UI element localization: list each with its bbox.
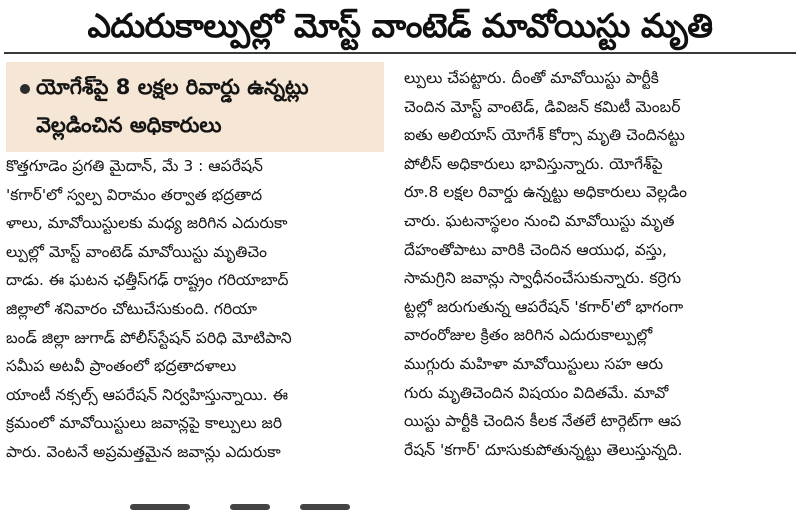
body-line: పోలీస్ అధికారులు భావిస్తున్నారు. యోగేశ్‌పై [404, 154, 663, 173]
body-line: చారు. ఘటనాస్థలం నుంచి మావోయిస్టు మృత [404, 211, 675, 230]
body-line: ళాలు, మావోయిస్టులకు మధ్య జరిగిన ఎదురుకా [6, 214, 288, 233]
cut-off-glyphs [300, 504, 350, 510]
body-line: క్రమంలో మావోయిస్టులు జవాన్లపై కాల్పులు జరి [6, 414, 283, 433]
body-line: ల్పుల్లో మోస్ట్ వాంటెడ్ మావోయిస్టు మృతిచెం [6, 242, 267, 261]
headline-rule [4, 52, 796, 54]
subhead-line: వెల్లడించిన అధికారులు [36, 113, 222, 137]
bullet-icon [20, 84, 30, 94]
body-line: బండ్ జిల్లా జుగాడ్ పోలీస్‌స్టేషన్ పరిధి మోటిపాని [6, 328, 292, 347]
cut-off-glyphs [130, 504, 190, 510]
body-line: దాడు. ఈ ఘటన ఛత్తీస్‌గఢ్ రాష్ట్రం గరియాబాద్ [6, 271, 289, 290]
body-line: ఐతు అలియాస్ యోగేశ్ కోర్సా మృతి చెందినట్టు [404, 126, 685, 145]
body-line: పారు. వెంటనే అప్రమత్తమైన జవాన్లు ఎదురుకా [6, 442, 281, 461]
subhead-text [36, 68, 376, 144]
body-line: సామగ్రిని జవాన్లు స్వాధీనంచేసుకున్నారు. కర్రెగు [404, 269, 682, 288]
body-line: ల్పులు చేపట్టారు. దీంతో మావోయిస్టు పార్టీకి [404, 69, 659, 87]
subhead-line: యోగేశ్‌పై 8 లక్షల రివార్డు ఉన్నట్లు [36, 75, 309, 99]
body-line: కొత్తగూడెం ప్రగతి మైదాన్, మే 3 : ఆపరేషన్ [6, 157, 263, 175]
right-column [404, 64, 792, 464]
body-line: రూ.8 లక్షల రివార్డు ఉన్నట్టు అధికారులు వెల్లడిం [404, 183, 688, 202]
body-line: యిస్టు పార్టీకి చెందిన కీలక నేతలే టార్గెట్‌గా ఆప [404, 412, 682, 431]
body-line: రేషన్ 'కగార్' దూసుకుపోతున్నట్టు తెలుస్తున్నది. [404, 440, 683, 459]
body-line: 'కగార్'లో స్వల్ప విరామం తర్వాత భద్రతాద [6, 185, 263, 204]
cut-off-next-line [0, 496, 800, 512]
left-column [6, 152, 386, 467]
body-line: వారంరోజుల క్రితం జరిగిన ఎదురుకాల్పుల్లో [404, 326, 653, 345]
body-line: చెందిన మోస్ట్ వాంటెడ్, డివిజన్ కమిటీ మెంబర్ [404, 97, 681, 116]
body-line: సమీప అటవీ ప్రాంతంలో భద్రతాదళాలు [6, 357, 237, 376]
body-line: జిల్లాలో శనివారం చోటుచేసుకుంది. గరియా [6, 299, 258, 318]
body-line: ట్టల్లో జరుగుతున్న ఆపరేషన్ 'కగార్'లో భాగంగా [404, 297, 684, 316]
headline: ఎదురుకాల్పుల్లో మోస్ట్ వాంటెడ్ మావోయిస్టు మృతి [87, 6, 713, 45]
subhead-box [6, 62, 384, 152]
body-line: యాంటీ నక్సల్స్ ఆపరేషన్ నిర్వహిస్తున్నాయి. ఈ [6, 385, 289, 404]
body-line: దేహంతోపాటు వారికి చెందిన ఆయుధ, వస్తు, [404, 240, 667, 259]
body-line: ముగ్గురు మహిళా మావోయిస్టులు సహ ఆరు [404, 354, 664, 373]
cut-off-glyphs [230, 504, 270, 510]
body-line: గురు మృతిచెందిన విషయం విదితమే. మావో [404, 383, 669, 402]
